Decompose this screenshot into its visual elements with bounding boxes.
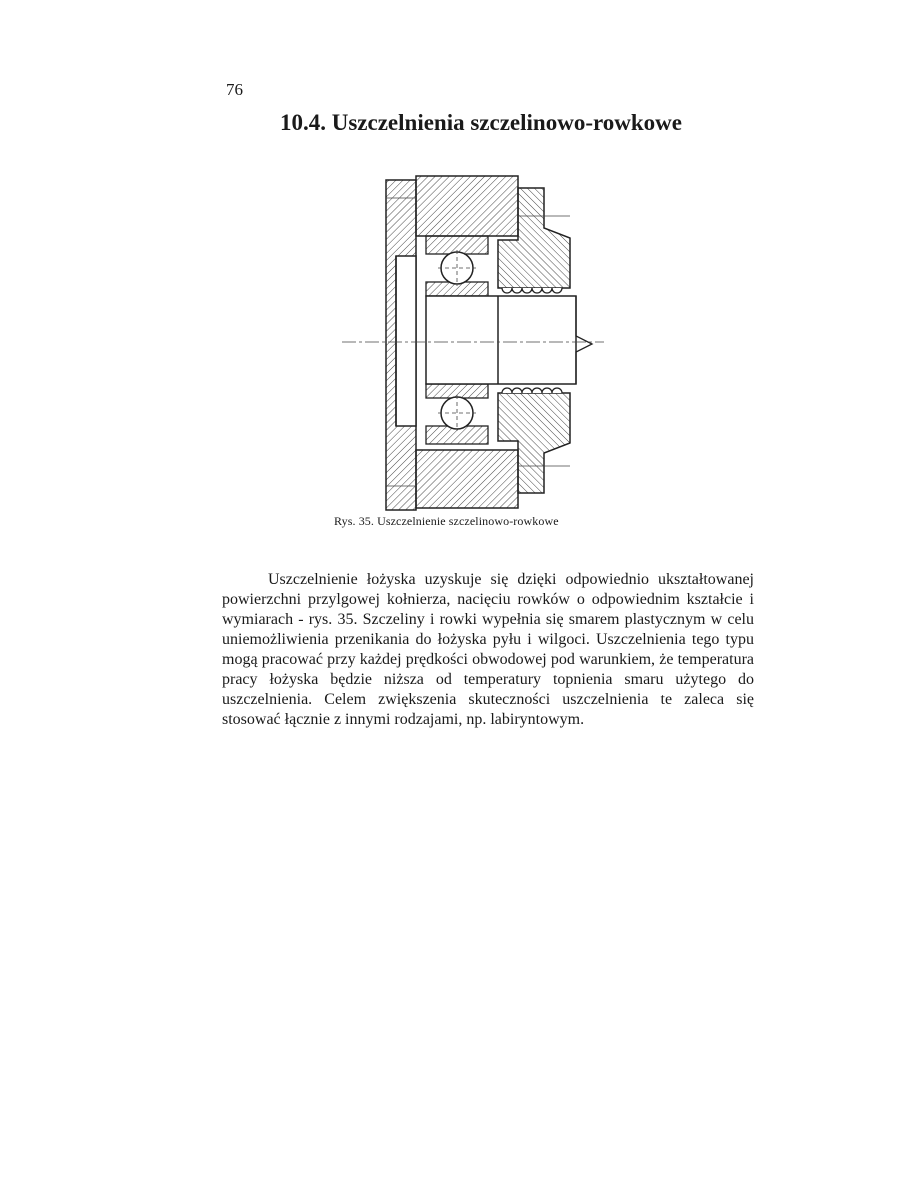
figure-caption: Rys. 35. Uszczelnienie szczelinowo-rowkowe — [334, 514, 559, 528]
break-line — [576, 296, 592, 384]
page-number: 76 — [226, 80, 243, 99]
bearing-seal-cross-section-drawing — [330, 168, 610, 513]
body-text — [222, 570, 754, 730]
figure-bearing-seal — [330, 168, 610, 513]
housing-left-flange — [386, 180, 416, 510]
shaft — [426, 296, 576, 384]
section-heading: 10.4. Uszczelnienia szczelinowo-rowkowe — [280, 110, 682, 135]
paragraph: Uszczelnienie łożyska uzyskuje się dzięki odpowiednio ukształtowanej powierzchni przylgowej kołnierza, nacięciu rowków o odpowiednim kształcie i wymiarach - rys. 35. Szczeliny i rowki wypełnia się smarem plastycznym w celu uniemożliwienia przenikania do łożyska pyłu i wilgoci. Uszczelnienia tego typu mogą pracować przy każdej prędkości obwodowej pod warunkiem, że temperatura pracy łożyska będzie niższa od temperatury topnienia smaru użytego do uszczelnienia. Celem zwiększenia skuteczności uszczelnienia te zaleca się stosować łącznie z innymi rodzajami, np. labiryntowym. — [222, 571, 754, 728]
